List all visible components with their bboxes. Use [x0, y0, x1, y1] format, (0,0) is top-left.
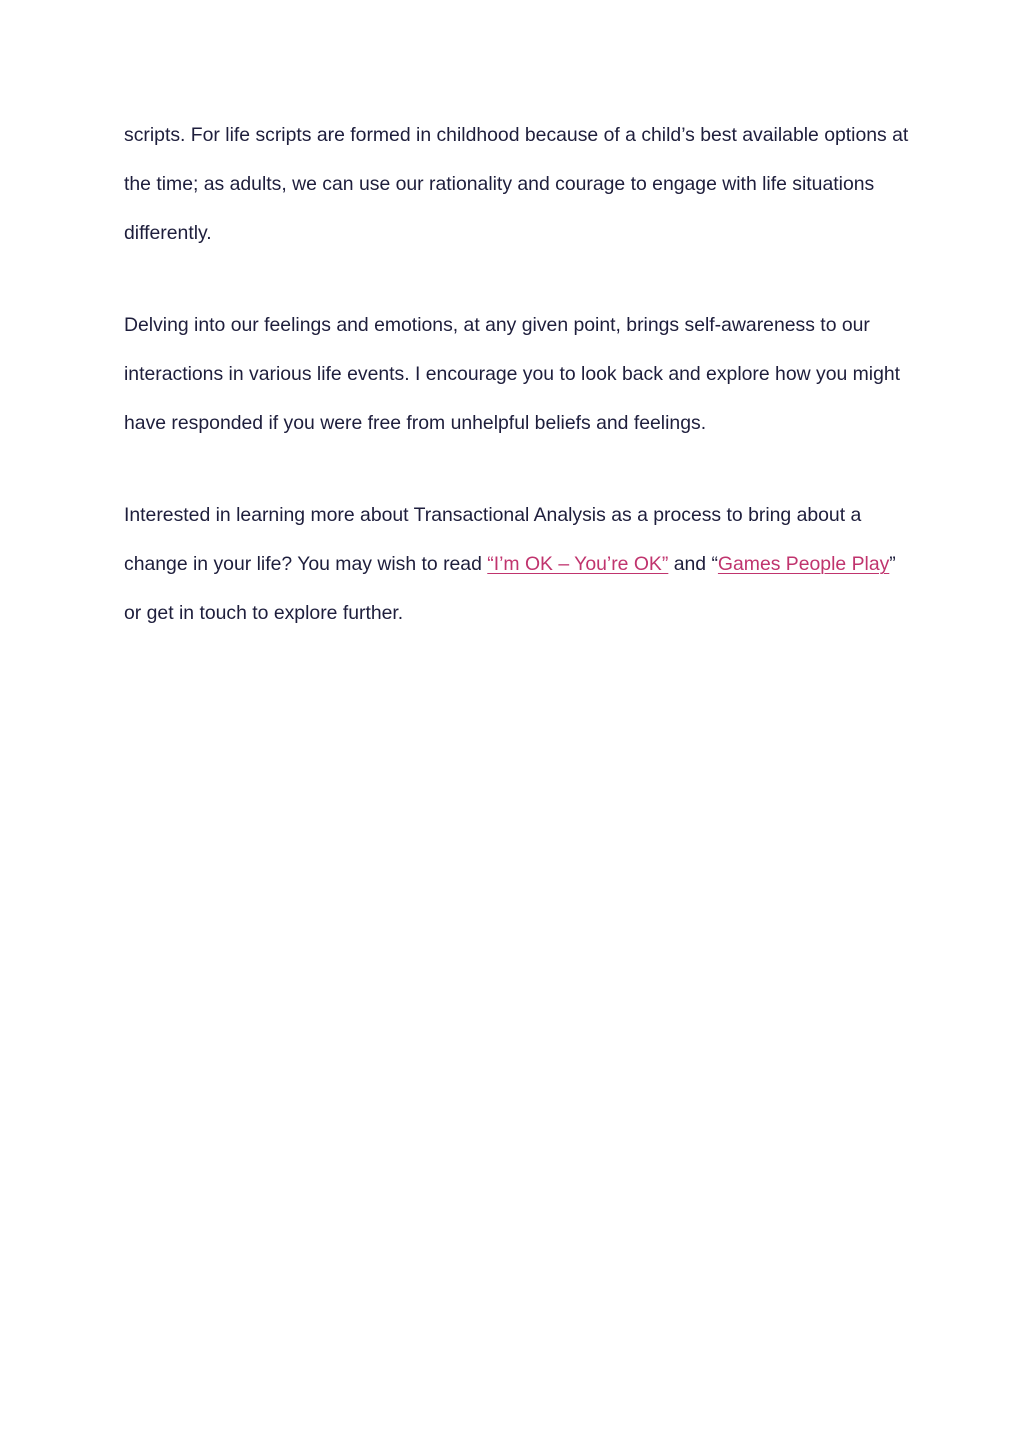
link-games-people-play[interactable]: Games People Play — [717, 553, 890, 575]
paragraph-further-reading — [124, 491, 914, 638]
further-reading-intro-text: Interested in learning more about Transactional Analysis as a process to bring about a change in your life? You may wish to read — [124, 504, 862, 575]
further-reading-connector-text: and “ — [668, 553, 718, 575]
link-im-ok-youre-ok[interactable]: “I’m OK – You’re OK” — [487, 553, 669, 575]
paragraph-life-scripts: scripts. For life scripts are formed in childhood because of a child’s best available options at the time; as adults, we can use our rationality and courage to engage with life situations differently. — [124, 124, 909, 244]
paragraph-feelings-emotions: Delving into our feelings and emotions, at any given point, brings self-awareness to our interactions in various life events. I encourage you to look back and explore how you might have responded if you were free from unhelpful beliefs and feelings. — [124, 314, 901, 434]
further-reading-closing-text: ” or get in touch to explore further. — [124, 553, 896, 624]
document-body — [124, 111, 914, 638]
